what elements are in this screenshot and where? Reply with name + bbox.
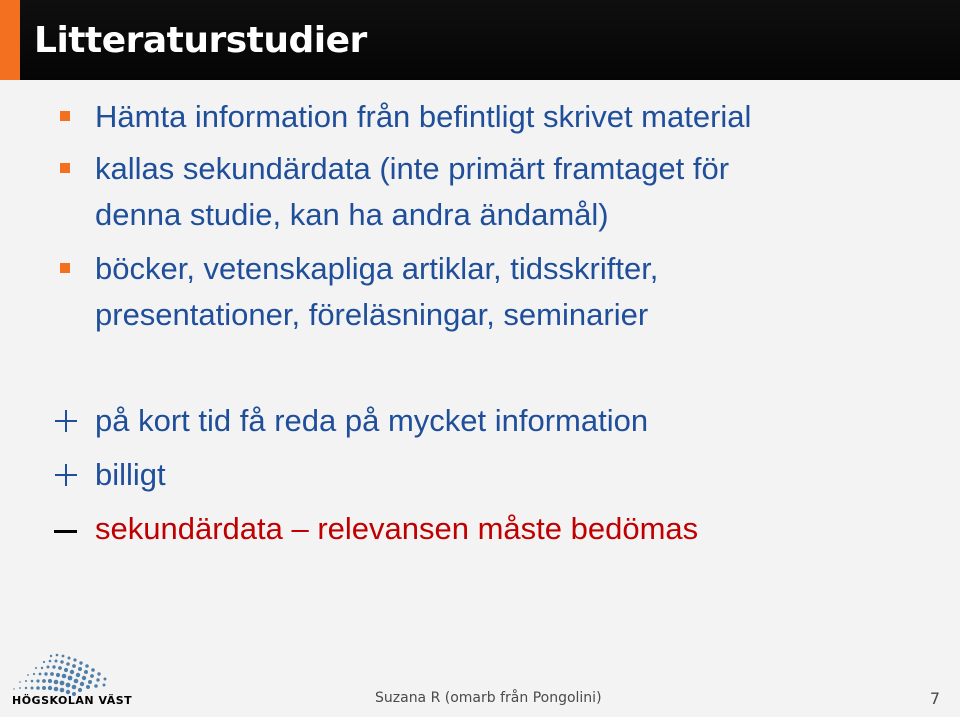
- bullet-item: [60, 145, 920, 241]
- bullet-text-continuation: denna studie, kan ha andra ändamål): [95, 197, 609, 232]
- square-bullet-icon: [60, 111, 70, 121]
- con-text: sekundärdata – relevansen måste bedömas: [95, 511, 699, 546]
- bullet-text-continuation: presentationer, föreläsningar, seminarier: [95, 297, 649, 332]
- bullet-text: Hämta information från befintligt skrivet material: [95, 99, 752, 134]
- page-number: 7: [929, 689, 940, 708]
- pro-item: [60, 451, 920, 499]
- square-bullet-icon: [60, 163, 70, 173]
- square-bullet-icon: [60, 263, 70, 273]
- bullet-text: kallas sekundärdata (inte primärt framtaget för: [95, 151, 730, 186]
- minus-icon: [54, 530, 77, 533]
- con-item: [60, 505, 920, 553]
- plus-icon: [55, 410, 77, 432]
- bullet-item: [60, 93, 920, 141]
- pro-text: billigt: [95, 457, 166, 492]
- pro-item: [60, 397, 920, 445]
- pro-text: på kort tid få reda på mycket information: [95, 403, 649, 438]
- logo-text: HÖGSKOLAN VÄST: [12, 694, 133, 707]
- slide-title: Litteraturstudier: [34, 20, 367, 61]
- bullet-item: [60, 245, 920, 341]
- hogskolan-vast-logo: [6, 650, 133, 712]
- footer-credit: Suzana R (omarb från Pongolini): [375, 690, 602, 706]
- bullet-text: böcker, vetenskapliga artiklar, tidsskrifter,: [95, 251, 659, 286]
- plus-icon: [55, 464, 77, 486]
